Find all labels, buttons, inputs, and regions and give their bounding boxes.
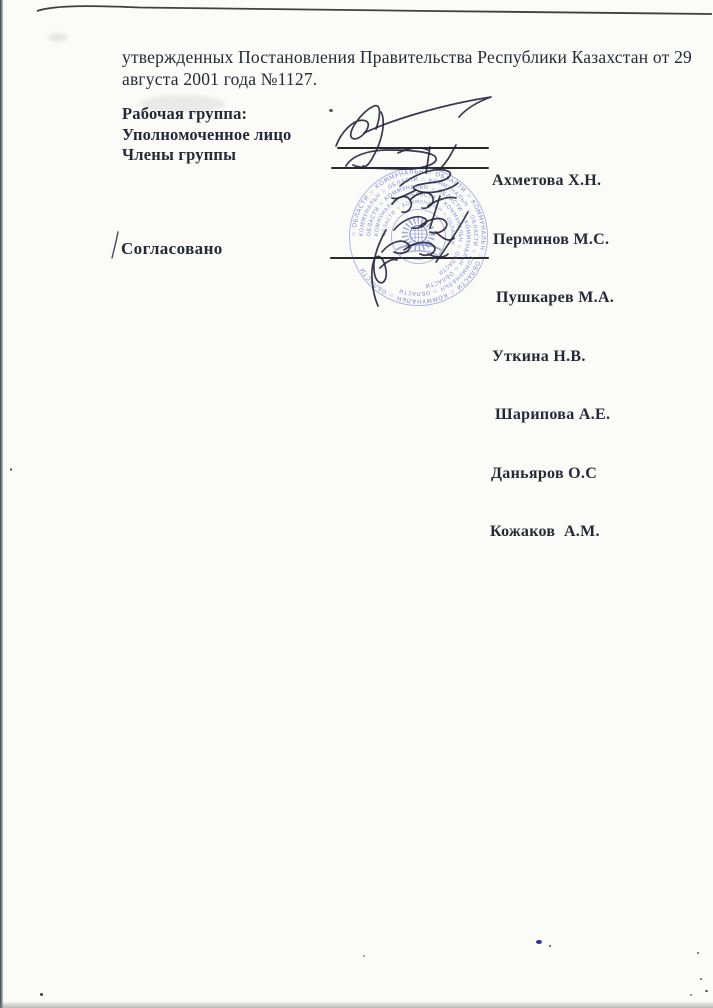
working-group-title: Рабочая группа: xyxy=(122,104,248,123)
scan-edge-left xyxy=(0,0,3,1008)
signatory-name: Пушкарев М.А. xyxy=(496,289,615,306)
signature-line-1 xyxy=(337,147,489,149)
official-round-stamp xyxy=(348,166,489,307)
signatory-name: Уткина Н.В. xyxy=(492,347,586,365)
signatory-name: Кожаков А.М. xyxy=(490,523,600,540)
signatory-name: Ахметова Х.Н. xyxy=(492,172,602,189)
pen-slash-mark xyxy=(108,229,122,261)
signatory-names xyxy=(490,132,614,581)
paragraph-line-2: августа 2001 года №1127. xyxy=(122,69,318,89)
scan-edge-bottom xyxy=(0,1001,713,1008)
scan-speck xyxy=(700,978,702,980)
group-members-label: Члены группы xyxy=(122,145,237,164)
scan-edge-top xyxy=(0,0,713,24)
stamp-emblem xyxy=(396,221,441,260)
ink-dot xyxy=(549,945,551,947)
agreed-label: Согласовано xyxy=(121,239,223,258)
scan-speck xyxy=(690,994,692,996)
authorized-person-label: Уполномоченное лицо xyxy=(122,124,292,144)
paragraph xyxy=(122,46,692,90)
ink-dot-blue xyxy=(536,940,542,944)
stamp-ring-text: ОБЛАСТИ ☆ КОММУНАЛЬН ☆ ОБЛАСТИ ☆ КОММУНАЛЬН ☆ ОБЛАСТИ xyxy=(366,184,471,289)
ink-dot xyxy=(329,109,333,112)
scan-speck xyxy=(363,955,365,957)
signature-akhmetova xyxy=(336,97,491,166)
scan-speck xyxy=(705,990,708,992)
signatory-name: Шарипова А.Е. xyxy=(495,406,611,423)
stamp-ring-text: КОММУНАЛЬН ☆ ОБЛАСТИ ☆ КОММУНАЛЬН ☆ ОБЛАСТИ xyxy=(373,191,464,276)
stamp-ring-text: КОММУНАЛЬН ☆ ОБЛАСТИ ☆ КОММУНАЛЬН ☆ ОБЛАСТИ ☆ КОММУНАЛЬН ☆ ОБЛАСТИ xyxy=(358,176,479,297)
stamp-ring-text: ☆ ОБЛАСТИ ☆ КОММУНАЛЬН ☆ ОБЛАСТИ ☆ КОММУНАЛЬН ☆ ОБЛАСТИ ☆ КОММУНАЛЬН ☆ ОБЛАСТИ xyxy=(350,168,487,305)
scan-speck xyxy=(40,993,43,996)
scan-smudge xyxy=(48,34,68,41)
stamp-ring-text: ОБЛАСТИ ☆ КОММУНАЛЬН ☆ ОБЛАСТИ xyxy=(381,199,456,246)
paragraph-line-1: утвержденных Постановления Правительства Республики Казахстан от 29 xyxy=(122,47,692,67)
working-group-block xyxy=(122,104,292,166)
signatory-name: Перминов М.С. xyxy=(493,230,610,248)
scan-speck xyxy=(697,952,699,954)
scan-speck xyxy=(10,468,12,471)
signatory-name: Даньяров О.С xyxy=(491,464,598,482)
